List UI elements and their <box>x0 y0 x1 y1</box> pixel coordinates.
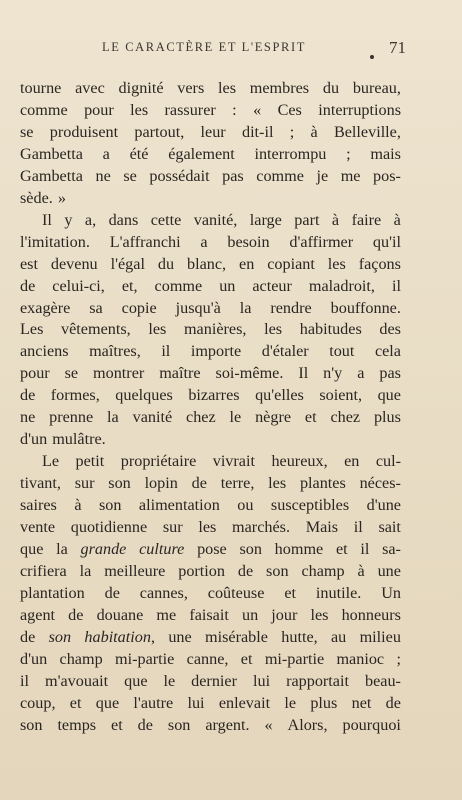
word: Belleville, <box>333 122 401 141</box>
word: les <box>218 79 236 97</box>
text-line <box>20 122 401 144</box>
word: en <box>239 254 255 273</box>
text-line <box>20 473 401 495</box>
word: interrompu <box>254 144 327 163</box>
word: habitudes <box>299 320 362 339</box>
word: de <box>20 276 36 295</box>
text-line <box>20 605 401 627</box>
word: : <box>232 100 237 119</box>
word: petit <box>75 452 105 471</box>
word: anciens <box>20 342 69 361</box>
word: saires <box>20 496 57 515</box>
text-line <box>20 385 401 407</box>
word: large <box>249 210 282 229</box>
word: en <box>344 452 360 471</box>
word: été <box>129 144 149 163</box>
word: des <box>379 320 401 339</box>
word: hutte, <box>281 627 318 646</box>
word: enlevait <box>218 693 271 712</box>
word: la <box>56 540 68 559</box>
word: d'affirmer <box>289 232 354 251</box>
word: les <box>327 254 346 273</box>
word: maladroit, <box>308 276 375 295</box>
word: pas <box>379 364 401 383</box>
word: propriétaire <box>120 452 197 471</box>
word: et <box>304 408 317 427</box>
word: argent. <box>205 715 250 734</box>
word: mulâtre. <box>52 430 106 449</box>
word: de <box>68 605 84 624</box>
word: Alors, <box>287 715 328 734</box>
text-line <box>20 210 401 232</box>
word: ou <box>237 496 254 515</box>
word: vanité, <box>193 210 238 229</box>
word: copie <box>121 298 157 317</box>
word: tout <box>329 342 355 361</box>
word: coup, <box>20 693 56 712</box>
word: dit-il <box>241 122 274 141</box>
word: je <box>316 166 329 185</box>
word: cela <box>374 342 401 361</box>
word: devenu <box>50 254 98 273</box>
word: d'étaler <box>261 342 309 361</box>
word: lopin <box>144 474 178 493</box>
word: chez <box>186 408 216 427</box>
word: de <box>385 693 401 712</box>
word: et <box>69 693 82 712</box>
text-line <box>20 232 401 254</box>
word: ; <box>346 144 351 163</box>
word: comme <box>154 276 203 295</box>
word: la <box>107 408 119 427</box>
word: cannes, <box>139 583 188 602</box>
word: comme <box>20 100 68 119</box>
word: Ces <box>277 100 302 119</box>
word: pour <box>20 364 50 383</box>
word: heureux, <box>271 452 328 471</box>
word: a <box>200 232 208 251</box>
word: et, <box>121 276 138 295</box>
text-line <box>20 319 401 341</box>
word: beau- <box>364 671 401 690</box>
word: ; <box>289 122 295 141</box>
word: maître <box>159 364 201 383</box>
word: manioc <box>336 649 385 668</box>
text-line <box>20 495 401 517</box>
body-text <box>20 78 401 737</box>
word: les <box>310 605 329 624</box>
word: vente <box>20 518 56 537</box>
word: agent <box>20 605 56 624</box>
word: ; <box>396 649 401 668</box>
word: tivant, <box>20 474 61 493</box>
word: ne <box>95 166 111 185</box>
word: possédait <box>149 166 210 185</box>
word: mi-partie <box>115 649 175 668</box>
word: bouffonne. <box>330 298 401 317</box>
word: coûteuse <box>207 583 265 602</box>
word: montrer <box>93 364 145 383</box>
word: une <box>377 561 401 580</box>
text-line <box>20 451 401 473</box>
word: partout, <box>134 122 185 141</box>
word: d'une <box>366 496 401 515</box>
word: vers <box>177 79 205 97</box>
word: que <box>124 671 148 690</box>
text-line <box>20 671 401 693</box>
word: son <box>108 474 131 493</box>
word: blanc, <box>186 254 227 273</box>
word: interruptions <box>318 100 401 119</box>
word: de <box>20 627 36 646</box>
word: au <box>331 627 347 646</box>
text-line <box>20 517 401 539</box>
word: ne <box>20 408 36 427</box>
word: soi-même. <box>215 364 284 383</box>
word: terre, <box>220 474 255 493</box>
word: pourquoi <box>342 715 401 734</box>
word: leur <box>200 122 226 141</box>
text-line <box>20 407 401 429</box>
word: de <box>137 715 153 734</box>
word: les <box>198 518 217 537</box>
word: il <box>20 671 29 690</box>
word: Il <box>298 364 309 383</box>
text-line <box>20 144 401 166</box>
word: le <box>229 408 242 427</box>
text-line <box>20 78 401 100</box>
word: champ <box>59 649 103 668</box>
word: que <box>377 386 401 405</box>
word: également <box>168 144 235 163</box>
word: besoin <box>227 232 270 251</box>
word: champ <box>301 561 345 580</box>
word: Gambetta <box>20 166 83 185</box>
word: a <box>357 364 365 383</box>
word: à <box>393 210 401 229</box>
word: pour <box>84 100 114 119</box>
word: L'affranchi <box>109 232 181 251</box>
word: son <box>48 627 72 646</box>
word: un <box>219 276 236 295</box>
word: me <box>156 605 177 624</box>
text-line <box>20 583 401 605</box>
word: manières, <box>183 320 247 339</box>
word: bureau, <box>352 79 401 97</box>
word: son <box>167 715 191 734</box>
page-header <box>20 38 406 60</box>
word: du <box>157 254 175 273</box>
word: du <box>322 79 340 97</box>
word: une <box>168 627 192 646</box>
word: pas <box>222 166 244 185</box>
ink-spot <box>370 55 374 59</box>
word: douane <box>96 605 144 624</box>
text-line <box>20 254 401 276</box>
word: mais <box>370 144 401 163</box>
word: net <box>351 693 372 712</box>
word: se <box>64 364 79 383</box>
word: Gambetta <box>20 144 83 163</box>
word: portion <box>178 561 225 580</box>
word: faire <box>351 210 382 229</box>
word: pose <box>197 540 227 559</box>
text-line <box>20 276 401 298</box>
word: et <box>240 649 253 668</box>
word: un <box>241 605 259 624</box>
word: produisent <box>49 122 119 141</box>
word: formes, <box>50 386 100 405</box>
word: d'un <box>20 649 48 668</box>
word: la <box>79 561 92 580</box>
text-line <box>20 363 401 385</box>
word: nègre <box>255 408 292 427</box>
word: canne, <box>186 649 229 668</box>
word: sa <box>89 298 103 317</box>
word: d'un <box>20 430 48 449</box>
word: façons <box>358 254 401 273</box>
word: crifiera <box>20 561 67 580</box>
word: vivrait <box>212 452 255 471</box>
word: a, <box>84 210 97 229</box>
word: les <box>268 474 287 493</box>
word: son <box>20 715 43 734</box>
word: Le <box>42 452 60 471</box>
word: néces- <box>359 474 401 493</box>
word: chez <box>330 408 361 427</box>
word: soient, <box>319 386 363 405</box>
word: maîtres, <box>89 342 141 361</box>
word: plantation <box>20 583 85 602</box>
word: grande <box>80 540 127 559</box>
text-line <box>20 649 401 671</box>
word: à <box>74 496 82 515</box>
word: qu'il <box>372 232 401 251</box>
word: dernier <box>191 671 237 690</box>
word: il <box>161 342 171 361</box>
word: et <box>111 715 123 734</box>
word: se <box>20 122 34 141</box>
word: les <box>148 320 167 339</box>
word: inutile. <box>315 583 362 602</box>
text-line <box>20 298 401 320</box>
word: plantes <box>299 474 346 493</box>
word: milieu <box>359 627 401 646</box>
word: importe <box>190 342 242 361</box>
word: l'autre <box>133 693 174 712</box>
word: son <box>98 496 122 515</box>
word: celui-ci, <box>52 276 105 295</box>
word: il <box>391 276 401 295</box>
word: rassurer <box>164 100 216 119</box>
text-line <box>20 693 401 715</box>
word: rendre <box>270 298 312 317</box>
text-line <box>20 100 401 122</box>
word: et <box>335 540 348 559</box>
word: mi-partie <box>264 649 325 668</box>
word: la <box>239 298 252 317</box>
word: m'avouait <box>44 671 109 690</box>
text-line <box>20 539 401 561</box>
word: tourne <box>20 79 62 97</box>
word: les <box>130 100 149 119</box>
word: quotidienne <box>70 518 148 537</box>
word: y <box>64 210 73 229</box>
word: quelques <box>115 386 173 405</box>
word: Mais <box>305 518 339 537</box>
word: copiant <box>267 254 315 273</box>
word: le <box>284 693 297 712</box>
word: est <box>20 254 38 273</box>
word: il <box>353 518 363 537</box>
word: que <box>95 693 120 712</box>
word: comme <box>256 166 304 185</box>
word: de <box>104 583 120 602</box>
word: le <box>163 671 176 690</box>
word: à <box>331 210 340 229</box>
word: n'y <box>323 364 343 383</box>
word: son <box>239 540 262 559</box>
word: me <box>340 166 361 185</box>
word: sur <box>74 474 95 493</box>
word: » <box>57 188 66 207</box>
text-line <box>20 341 401 363</box>
word: l'imitation. <box>20 232 90 251</box>
word: son <box>266 561 289 580</box>
text-line <box>20 715 401 737</box>
word: sède. <box>20 188 53 207</box>
word: cette <box>150 210 182 229</box>
word: Les <box>20 320 44 339</box>
word: alimentation <box>138 496 220 515</box>
word: sa- <box>382 540 401 559</box>
word: honneurs <box>341 605 401 624</box>
word: culture <box>139 540 185 559</box>
word: misérable <box>205 627 268 646</box>
word: et <box>284 583 296 602</box>
word: plus <box>310 693 338 712</box>
word: lui <box>252 671 271 690</box>
word: jour <box>271 605 298 624</box>
word: de <box>237 561 254 580</box>
word: dans <box>108 210 139 229</box>
word: a <box>102 144 110 163</box>
word: meilleure <box>104 561 166 580</box>
word: pos- <box>373 166 401 185</box>
word: les <box>264 320 283 339</box>
word: à <box>310 122 318 141</box>
word: part <box>294 210 320 229</box>
word: sait <box>378 518 401 537</box>
text-line <box>20 627 401 649</box>
word: sur <box>162 518 183 537</box>
word: acteur <box>252 276 292 295</box>
word: membres <box>249 79 310 97</box>
word: Un <box>381 583 401 602</box>
text-line <box>20 166 401 188</box>
word: bizarres <box>188 386 240 405</box>
word: l'égal <box>110 254 145 273</box>
word: plus <box>373 408 401 427</box>
word: exagère <box>20 298 71 317</box>
word: vêtements, <box>61 320 131 339</box>
word: qu'elles <box>255 386 304 405</box>
word: de <box>191 474 207 493</box>
word: lui <box>187 693 205 712</box>
text-line <box>20 561 401 583</box>
word: dignité <box>118 79 164 97</box>
word: marchés. <box>232 518 291 537</box>
word: temps <box>57 715 97 734</box>
word: cul- <box>375 452 401 471</box>
word: de <box>20 386 36 405</box>
running-head: LE CARACTÈRE ET L'ESPRIT <box>102 40 306 54</box>
text-line <box>20 429 401 451</box>
word: à <box>357 561 365 580</box>
word: que <box>20 540 44 559</box>
word: rapportait <box>286 671 349 690</box>
word: vanité <box>132 408 173 427</box>
word: faisait <box>189 605 229 624</box>
word: susceptibles <box>270 496 350 515</box>
word: jusqu'à <box>175 298 221 317</box>
word: il <box>360 540 370 559</box>
word: avec <box>75 79 105 97</box>
text-line <box>20 188 401 210</box>
page-number: 71 <box>389 38 406 57</box>
word: habitation, <box>84 627 156 646</box>
word: « <box>264 715 273 734</box>
word: Il <box>42 210 52 229</box>
word: prenne <box>49 408 94 427</box>
word: « <box>253 100 262 119</box>
word: homme <box>274 540 324 559</box>
word: se <box>123 166 137 185</box>
